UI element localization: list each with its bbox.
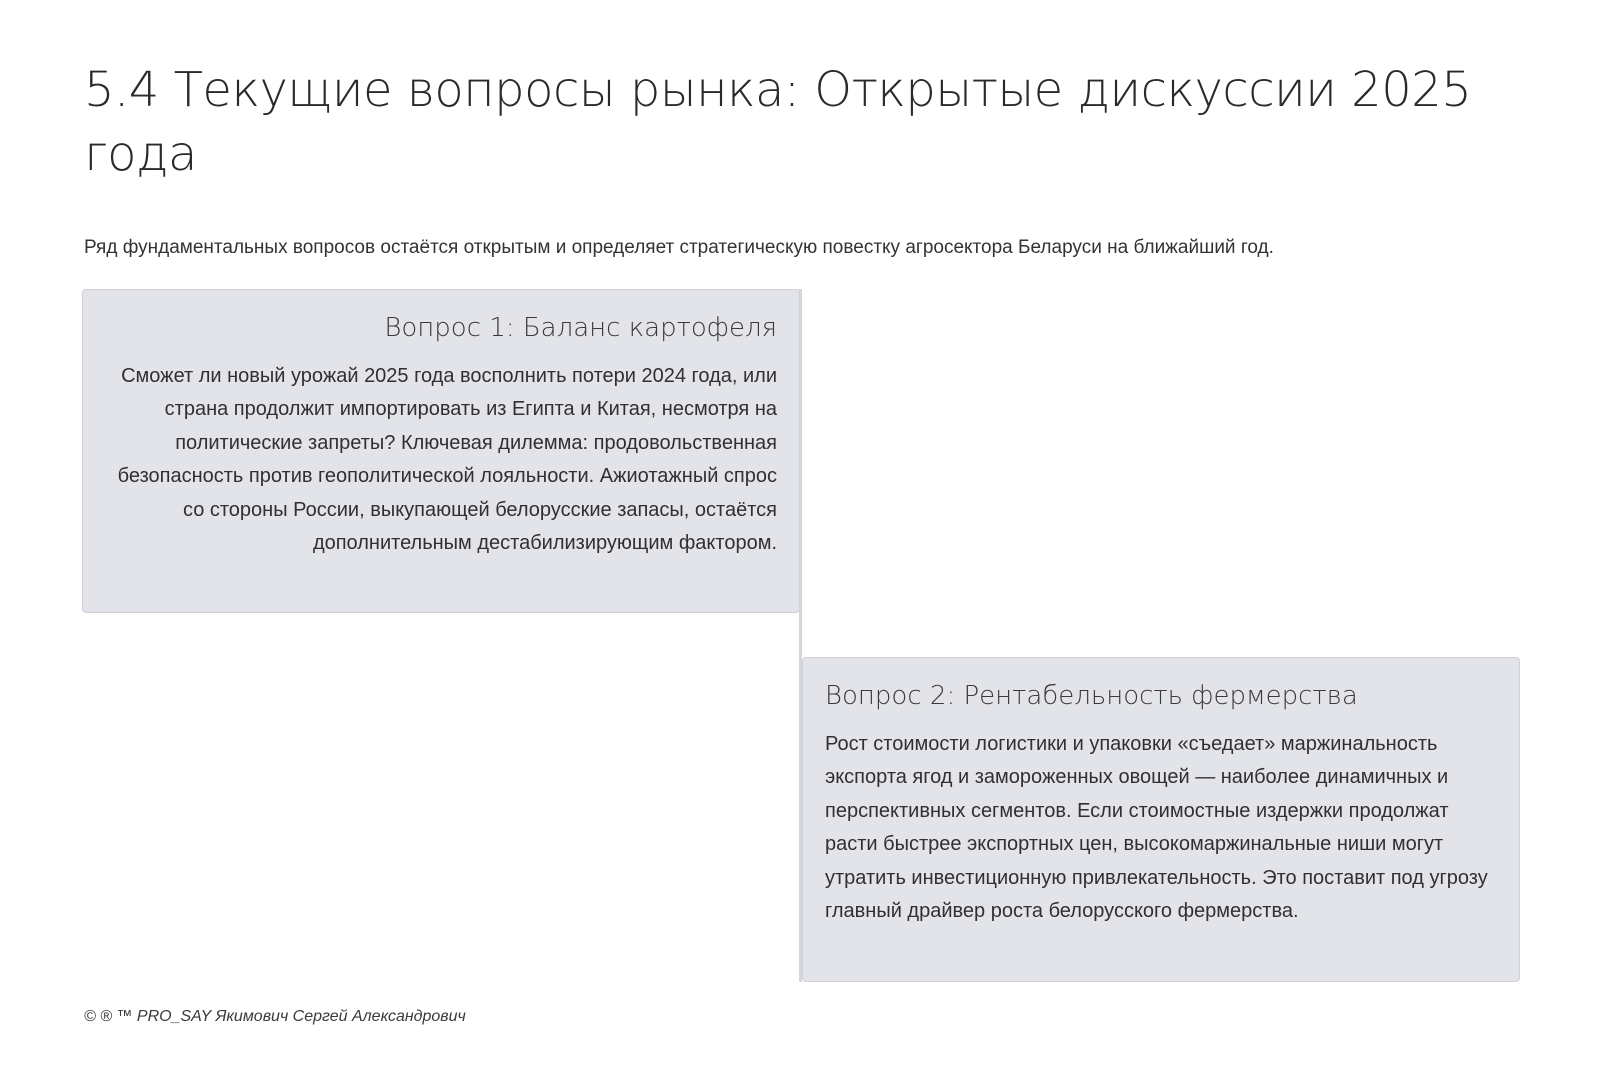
question-2-title: Вопрос 2: Рентабельность фермерства [825, 681, 1358, 711]
page-title: 5.4 Текущие вопросы рынка: Открытые дискуссии 2025 года [84, 62, 1472, 182]
question-card-2 [802, 657, 1520, 982]
intro-paragraph: Ряд фундаментальных вопросов остаётся открытым и определяет стратегическую повестку агросектора Беларуси на ближайший год. [84, 237, 1274, 258]
question-1-title: Вопрос 1: Баланс картофеля [384, 313, 777, 343]
footer-copyright: © ® ™ PRO_SAY Якимович Сергей Александрович [84, 1008, 466, 1025]
question-card-1 [82, 289, 800, 613]
question-2-text: Рост стоимости логистики и упаковки «съедает» маржинальность экспорта ягод и замороженных овощей — наиболее динамичных и перспективных сегментов. Если стоимостные издержки продолжат расти быстрее экспортных цен, высокомаржинальные ниши могут утратить инвестиционную привлекательность. Это поставит под угрозу главный драйвер роста белорусского фермерства. [825, 733, 1488, 923]
question-1-text: Сможет ли новый урожай 2025 года восполнить потери 2024 года, или страна продолжит импортировать из Египта и Китая, несмотря на политические запреты? Ключевая дилемма: продовольственная безопасность против геополитической лояльности. Ажиотажный спрос со стороны России, выкупающей белорусские запасы, остаётся дополнительным дестабилизирующим фактором. [117, 365, 777, 555]
